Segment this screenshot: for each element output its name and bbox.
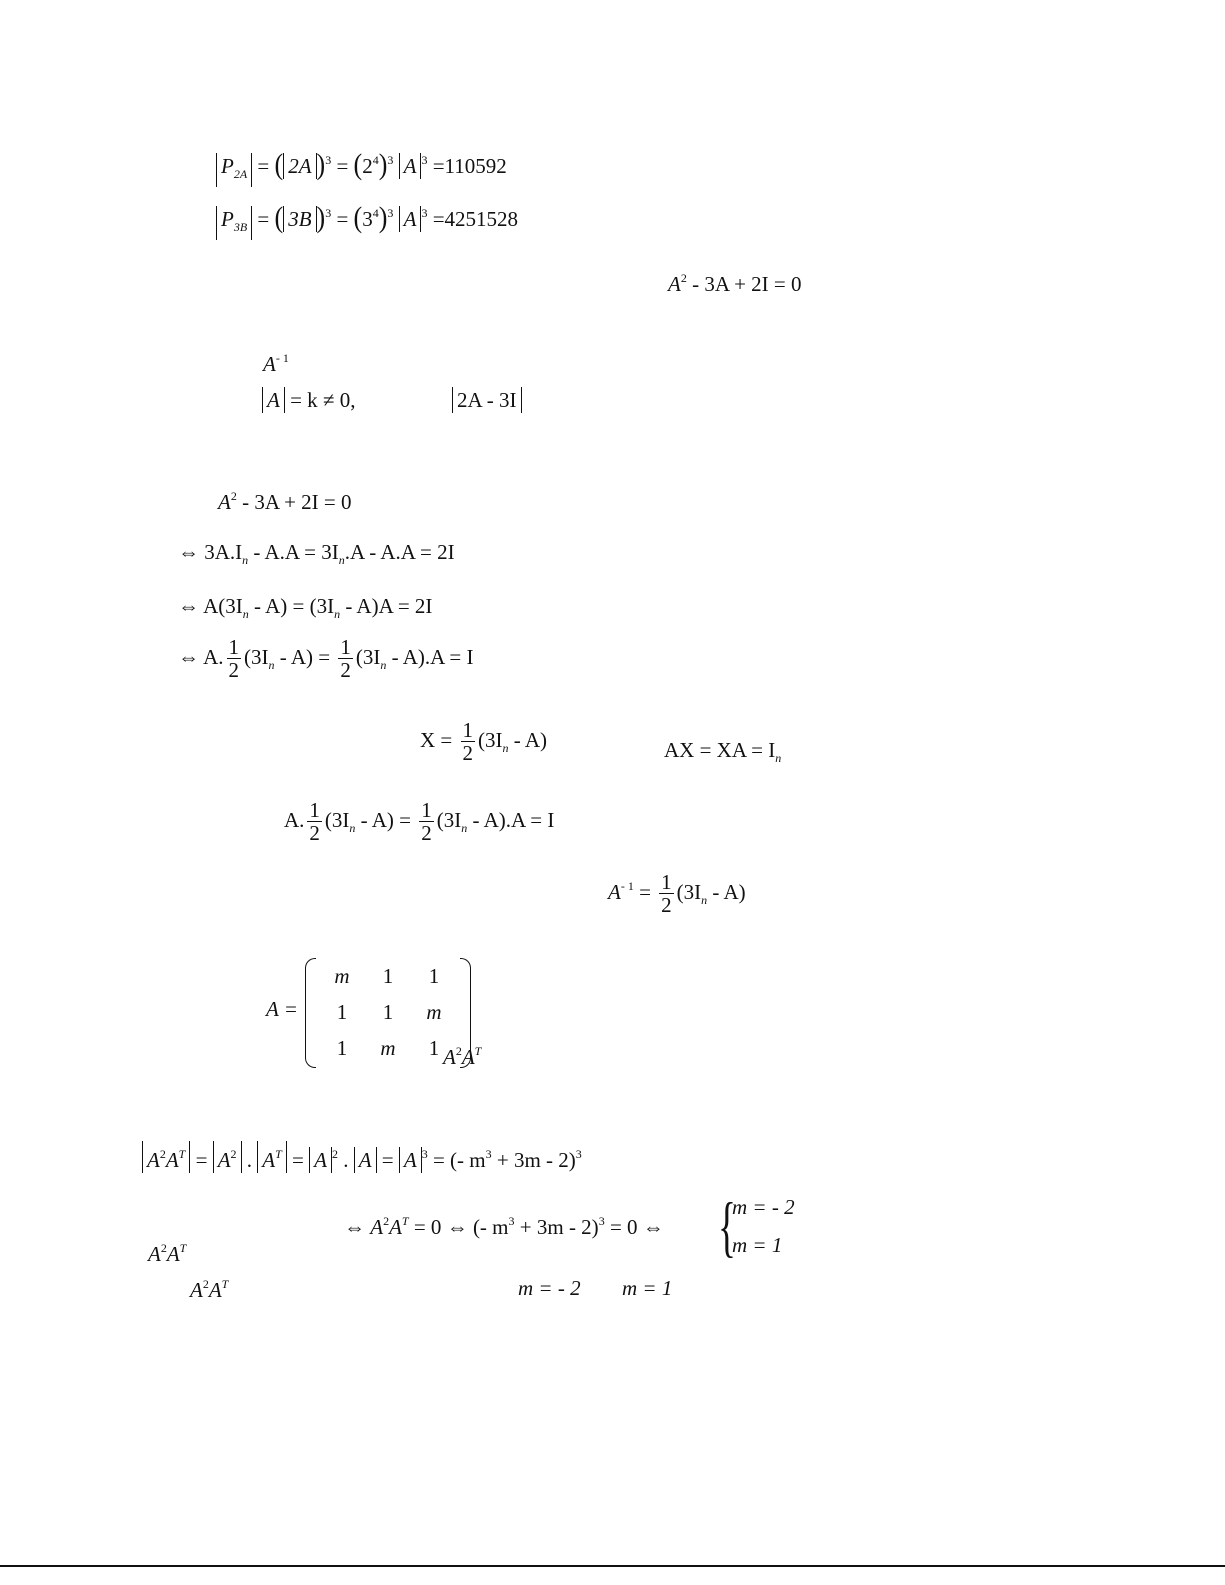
- det-condition: A = k ≠ 0,: [262, 387, 355, 413]
- m-value-2: m = 1: [622, 1276, 673, 1300]
- footer-rule: [0, 1565, 1225, 1567]
- matrix-cell: m: [334, 963, 350, 988]
- matrix-cell: 1: [336, 1035, 348, 1060]
- det-p2a-result: 110592: [444, 154, 507, 178]
- det-2a-3i: 2A - 3I: [452, 387, 522, 413]
- inverse-symbol: $A^{- 1}$: [263, 351, 289, 376]
- equivalence-icon: ⇔: [178, 594, 199, 618]
- case-1: m = - 2: [732, 1195, 795, 1219]
- restated-equation: A. $\frac{1}{2}$ $(3I_n - A)$ = $\frac{1}{2}$ $(3I_n - A).A = I$: [284, 798, 555, 845]
- equivalence-icon: ⇔: [344, 1215, 365, 1239]
- inverse-result: $A^{- 1}$ = $\frac{1}{2}$ $(3I_n - A)$: [608, 870, 746, 917]
- matrix-a-label: A =: [266, 997, 298, 1021]
- matrix-cell: 1: [428, 963, 440, 988]
- case-brace: {: [718, 1188, 736, 1264]
- matrix-left-bracket: [305, 958, 316, 1068]
- equivalence-icon: ⇔: [642, 1215, 664, 1239]
- det-a2at-line: $A^2A^T = A^2$ . $A^T = A$ $^2$ . A = A $^3$ = (- $m^3 + 3m - 2)^3$: [142, 1141, 582, 1173]
- det-p3b-result: 4251528: [444, 207, 519, 231]
- proof-line-0: $A^2 - 3A + 2I = 0$: [218, 489, 352, 514]
- det-p3b-abs: $P_{3B}$: [216, 206, 252, 240]
- equivalence-icon: ⇔: [178, 644, 199, 669]
- det-p2a-line: $P_{2A}$ = ( 2A )$^3 = (2^4)^3$ A $^3$ =110592: [216, 152, 507, 187]
- det-p2a-abs: $P_{2A}$: [216, 153, 252, 187]
- proof-line-2: ⇔ $A(3I_n - A) = (3I_n - A)A = 2I$: [178, 594, 433, 621]
- a2at-left: $A^2A^T$: [148, 1241, 187, 1266]
- matrix-cell: m: [426, 999, 442, 1024]
- matrix-cell: 1: [336, 999, 348, 1024]
- a2at-final: $A^2A^T$: [190, 1277, 229, 1302]
- m-value-1: m = - 2: [518, 1276, 581, 1300]
- x-definition: X = $\frac{1}{2}$ $(3I_n - A)$: [420, 718, 548, 765]
- det-p3b-line: $P_{3B}$ = ( 3B )$^3 = (3^4)^3$ A $^3$ =4251528: [216, 205, 518, 240]
- proof-line-1: ⇔ $3A.I_n - A.A = 3I_n.A - A.A = 2I$: [178, 540, 455, 567]
- equivalence-chain: ⇔ $A^2A^T = 0$ ⇔ (- $m^3 + 3m - 2)^3 = 0$ ⇔: [344, 1214, 664, 1239]
- case-2: m = 1: [732, 1233, 783, 1257]
- ax-equation: AX = XA = $I_n$: [664, 738, 782, 765]
- matrix-cell: m: [380, 1035, 396, 1060]
- a2at-label: $A^2A^T$: [443, 1044, 482, 1069]
- equivalence-icon: ⇔: [446, 1215, 468, 1239]
- matrix-cell: 1: [382, 999, 394, 1024]
- matrix-cell: 1: [382, 963, 394, 988]
- equivalence-icon: ⇔: [178, 540, 199, 564]
- matrix-cell: 1: [428, 1035, 440, 1060]
- proof-line-3: ⇔ A. $\frac{1}{2}$ $(3I_n - A)$ = $\frac{1}{2}$ $(3I_n - A).A = I$: [178, 635, 474, 682]
- given-equation: $A^2 - 3A + 2I = 0$: [668, 271, 802, 296]
